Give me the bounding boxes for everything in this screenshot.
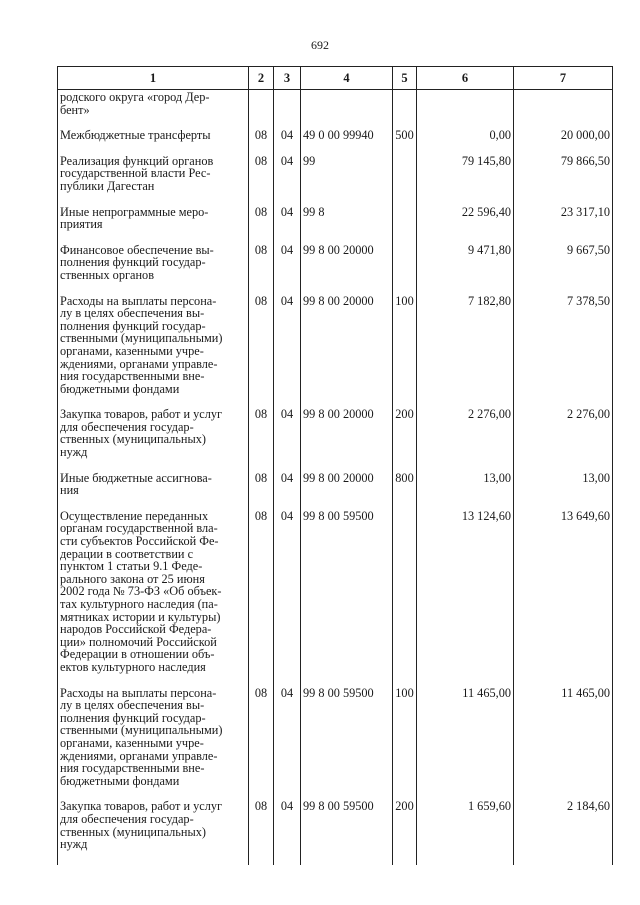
row-section-code — [249, 90, 274, 127]
row-subsection-code: 04 — [274, 684, 301, 798]
row-expense-type: 500 — [393, 126, 417, 152]
row-target-article: 99 8 00 20000 — [301, 241, 393, 292]
row-subsection-code: 04 — [274, 292, 301, 406]
table-row — [58, 241, 613, 292]
row-amount-year2: 79 866,50 — [514, 152, 613, 203]
row-target-article: 99 8 00 59500 — [301, 684, 393, 798]
row-amount-year1: 13,00 — [417, 469, 514, 507]
row-amount-year2: 20 000,00 — [514, 126, 613, 152]
row-section-code: 08 — [249, 797, 274, 864]
row-expense-type — [393, 507, 417, 684]
row-section-code: 08 — [249, 405, 274, 468]
row-section-code: 08 — [249, 469, 274, 507]
row-subsection-code: 04 — [274, 797, 301, 864]
column-header-7: 7 — [514, 67, 613, 90]
table-row — [58, 684, 613, 798]
row-amount-year2: 11 465,00 — [514, 684, 613, 798]
row-amount-year2: 13 649,60 — [514, 507, 613, 684]
row-amount-year1: 2 276,00 — [417, 405, 514, 468]
table-row — [58, 405, 613, 468]
row-expense-type: 800 — [393, 469, 417, 507]
row-amount-year2: 2 184,60 — [514, 797, 613, 864]
budget-table — [57, 66, 613, 865]
row-expense-type: 100 — [393, 292, 417, 406]
row-target-article: 99 8 — [301, 203, 393, 241]
column-header-5: 5 — [393, 67, 417, 90]
table-row — [58, 469, 613, 507]
row-subsection-code: 04 — [274, 152, 301, 203]
table-row — [58, 126, 613, 152]
row-target-article: 99 8 00 59500 — [301, 797, 393, 864]
row-subsection-code: 04 — [274, 469, 301, 507]
row-name: Межбюджетные трансферты — [58, 126, 249, 152]
row-target-article: 99 8 00 20000 — [301, 469, 393, 507]
row-amount-year1: 13 124,60 — [417, 507, 514, 684]
table-row — [58, 90, 613, 127]
table-row — [58, 152, 613, 203]
row-name: родского округа «город Дер- бент» — [58, 90, 249, 127]
row-target-article — [301, 90, 393, 127]
row-target-article: 49 0 00 99940 — [301, 126, 393, 152]
row-section-code: 08 — [249, 203, 274, 241]
row-subsection-code: 04 — [274, 405, 301, 468]
page-number: 692 — [311, 38, 329, 52]
row-name: Закупка товаров, работ и услуг для обеспечения государ- ственных (муниципальных) нужд — [58, 405, 249, 468]
row-subsection-code: 04 — [274, 203, 301, 241]
row-amount-year2: 7 378,50 — [514, 292, 613, 406]
row-name: Расходы на выплаты персона- лу в целях обеспечения вы- полнения функций государ- ственными (муниципальными) органами, казенными учре- ждениями, органами управле- ния государственными вне- бюджетными фондами — [58, 684, 249, 798]
row-expense-type: 200 — [393, 797, 417, 864]
row-target-article: 99 8 00 20000 — [301, 292, 393, 406]
row-name: Осуществление переданных органам государственной вла- сти субъектов Российской Фе- дерации в соответствии с пунктом 1 статьи 9.1 Феде- рального закона от 25 июня 2002 года № 73-ФЗ «Об объек- тах культурного наследия (па- мятниках истории и культуры) народов Российской Федера- ции» полномочий Российской Федерации в отношении объ- ектов культурного наследия — [58, 507, 249, 684]
row-expense-type — [393, 90, 417, 127]
row-amount-year1: 7 182,80 — [417, 292, 514, 406]
row-amount-year1: 0,00 — [417, 126, 514, 152]
column-header-3: 3 — [274, 67, 301, 90]
column-header-6: 6 — [417, 67, 514, 90]
row-amount-year1: 9 471,80 — [417, 241, 514, 292]
row-amount-year1: 11 465,00 — [417, 684, 514, 798]
row-name: Иные бюджетные ассигнова- ния — [58, 469, 249, 507]
row-section-code: 08 — [249, 507, 274, 684]
row-section-code: 08 — [249, 152, 274, 203]
row-amount-year2: 2 276,00 — [514, 405, 613, 468]
row-amount-year1 — [417, 90, 514, 127]
row-expense-type: 100 — [393, 684, 417, 798]
column-header-2: 2 — [249, 67, 274, 90]
row-subsection-code — [274, 90, 301, 127]
column-header-4: 4 — [301, 67, 393, 90]
row-expense-type — [393, 203, 417, 241]
row-subsection-code: 04 — [274, 241, 301, 292]
row-target-article: 99 — [301, 152, 393, 203]
row-name: Иные непрограммные меро- приятия — [58, 203, 249, 241]
table-row — [58, 203, 613, 241]
row-amount-year1: 22 596,40 — [417, 203, 514, 241]
row-subsection-code: 04 — [274, 126, 301, 152]
row-amount-year1: 79 145,80 — [417, 152, 514, 203]
table-row — [58, 797, 613, 864]
row-subsection-code: 04 — [274, 507, 301, 684]
row-name: Финансовое обеспечение вы- полнения функций государ- ственных органов — [58, 241, 249, 292]
row-name: Закупка товаров, работ и услуг для обеспечения государ- ственных (муниципальных) нужд — [58, 797, 249, 864]
row-target-article: 99 8 00 59500 — [301, 507, 393, 684]
row-section-code: 08 — [249, 241, 274, 292]
row-name: Реализация функций органов государственной власти Рес- публики Дагестан — [58, 152, 249, 203]
row-expense-type — [393, 241, 417, 292]
column-header-1: 1 — [58, 67, 249, 90]
row-amount-year2: 9 667,50 — [514, 241, 613, 292]
row-target-article: 99 8 00 20000 — [301, 405, 393, 468]
row-name: Расходы на выплаты персона- лу в целях обеспечения вы- полнения функций государ- ственными (муниципальными) органами, казенными учре- ждениями, органами управле- ния государственными вне- бюджетными фондами — [58, 292, 249, 406]
table-row — [58, 292, 613, 406]
row-expense-type — [393, 152, 417, 203]
table-row — [58, 507, 613, 684]
table-header-row — [58, 67, 613, 90]
row-section-code: 08 — [249, 126, 274, 152]
row-expense-type: 200 — [393, 405, 417, 468]
row-amount-year2 — [514, 90, 613, 127]
row-section-code: 08 — [249, 684, 274, 798]
row-section-code: 08 — [249, 292, 274, 406]
row-amount-year2: 13,00 — [514, 469, 613, 507]
row-amount-year2: 23 317,10 — [514, 203, 613, 241]
row-amount-year1: 1 659,60 — [417, 797, 514, 864]
